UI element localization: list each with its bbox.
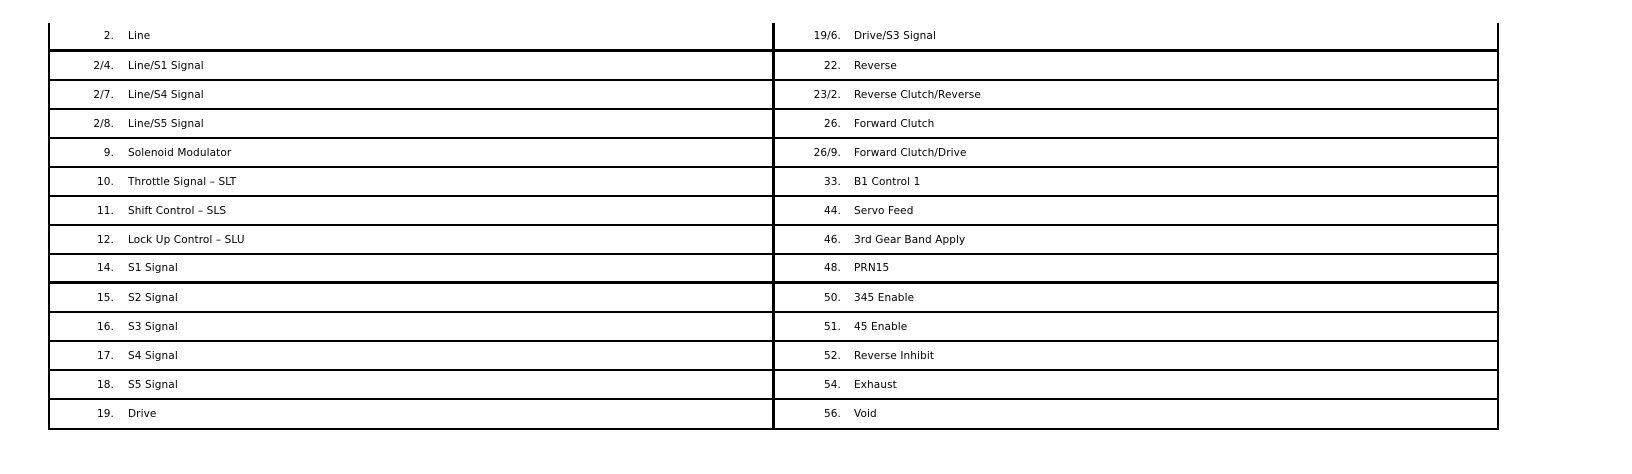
row-label: B1 Control 1: [854, 175, 921, 188]
table-row: [50, 52, 772, 81]
row-number: 56.: [824, 408, 841, 420]
row-number: 2/4.: [93, 59, 114, 72]
row-label: Solenoid Modulator: [128, 146, 232, 159]
table-row: [50, 139, 772, 168]
row-label: S5 Signal: [128, 378, 178, 391]
row-number: 48.: [824, 262, 841, 274]
row-number: 54.: [824, 378, 841, 391]
row-label: Throttle Signal – SLT: [128, 175, 237, 188]
table-row: [775, 400, 1497, 428]
table-row: [50, 313, 772, 342]
row-number: 51.: [824, 320, 841, 333]
row-label: Line/S4 Signal: [128, 88, 204, 101]
row-number: 11.: [97, 204, 114, 217]
row-label: Line: [128, 30, 151, 42]
table-row: [775, 255, 1497, 284]
row-number: 18.: [97, 378, 114, 391]
row-number: 2/7.: [93, 88, 114, 101]
table-row: [775, 81, 1497, 110]
row-label: Reverse Inhibit: [854, 349, 935, 362]
row-number: 46.: [824, 233, 841, 246]
row-label: Void: [854, 408, 877, 420]
row-number: 19.: [97, 408, 114, 420]
row-label: S3 Signal: [128, 320, 178, 333]
table-row: [775, 197, 1497, 226]
row-label: Line/S5 Signal: [128, 117, 204, 130]
row-label: Forward Clutch/Drive: [854, 146, 967, 159]
row-label: 345 Enable: [854, 291, 915, 304]
table-row: [50, 226, 772, 255]
row-number: 23/2.: [813, 88, 841, 101]
row-label: 45 Enable: [854, 320, 908, 333]
row-label: Shift Control – SLS: [128, 204, 227, 217]
table-row: [50, 110, 772, 139]
row-label: Drive: [128, 408, 157, 420]
table-row: [775, 371, 1497, 400]
row-label: S4 Signal: [128, 349, 178, 362]
row-number: 15.: [97, 291, 114, 304]
row-number: 50.: [824, 291, 841, 304]
row-number: 10.: [97, 175, 114, 188]
row-label: PRN15: [854, 262, 890, 274]
table-row: [50, 284, 772, 313]
row-number: 22.: [824, 59, 841, 72]
table-row: [50, 255, 772, 284]
table-row: [775, 52, 1497, 81]
row-number: 12.: [97, 233, 114, 246]
table-row: [50, 23, 772, 52]
legend-table: [48, 23, 1499, 430]
table-row: [775, 139, 1497, 168]
row-number: 26/9.: [813, 146, 841, 159]
row-label: S1 Signal: [128, 262, 178, 274]
row-number: 9.: [103, 146, 114, 159]
table-row: [775, 23, 1497, 52]
row-number: 17.: [97, 349, 114, 362]
table-row: [50, 371, 772, 400]
row-label: Reverse: [854, 59, 897, 72]
row-label: Forward Clutch: [854, 117, 935, 130]
table-row: [50, 197, 772, 226]
row-label: S2 Signal: [128, 291, 178, 304]
row-label: Reverse Clutch/Reverse: [854, 88, 981, 101]
table-row: [50, 81, 772, 110]
row-label: Line/S1 Signal: [128, 59, 204, 72]
table-row: [775, 284, 1497, 313]
legend-column-left: [50, 23, 775, 428]
row-number: 33.: [824, 175, 841, 188]
table-row: [775, 110, 1497, 139]
row-number: 16.: [97, 320, 114, 333]
row-number: 14.: [97, 262, 114, 274]
table-row: [50, 400, 772, 428]
table-row: [775, 168, 1497, 197]
row-number: 44.: [824, 204, 841, 217]
legend-column-right: [775, 23, 1497, 428]
row-number: 52.: [824, 349, 841, 362]
row-label: Servo Feed: [854, 204, 914, 217]
row-label: Lock Up Control – SLU: [128, 233, 245, 246]
table-row: [775, 342, 1497, 371]
table-row: [50, 342, 772, 371]
row-number: 2/8.: [93, 117, 114, 130]
row-label: Drive/S3 Signal: [854, 30, 936, 42]
row-number: 19/6.: [813, 30, 841, 42]
row-label: Exhaust: [854, 378, 897, 391]
row-number: 2.: [103, 30, 114, 42]
table-row: [775, 226, 1497, 255]
table-row: [50, 168, 772, 197]
table-row: [775, 313, 1497, 342]
row-label: 3rd Gear Band Apply: [854, 233, 966, 246]
row-number: 26.: [824, 117, 841, 130]
